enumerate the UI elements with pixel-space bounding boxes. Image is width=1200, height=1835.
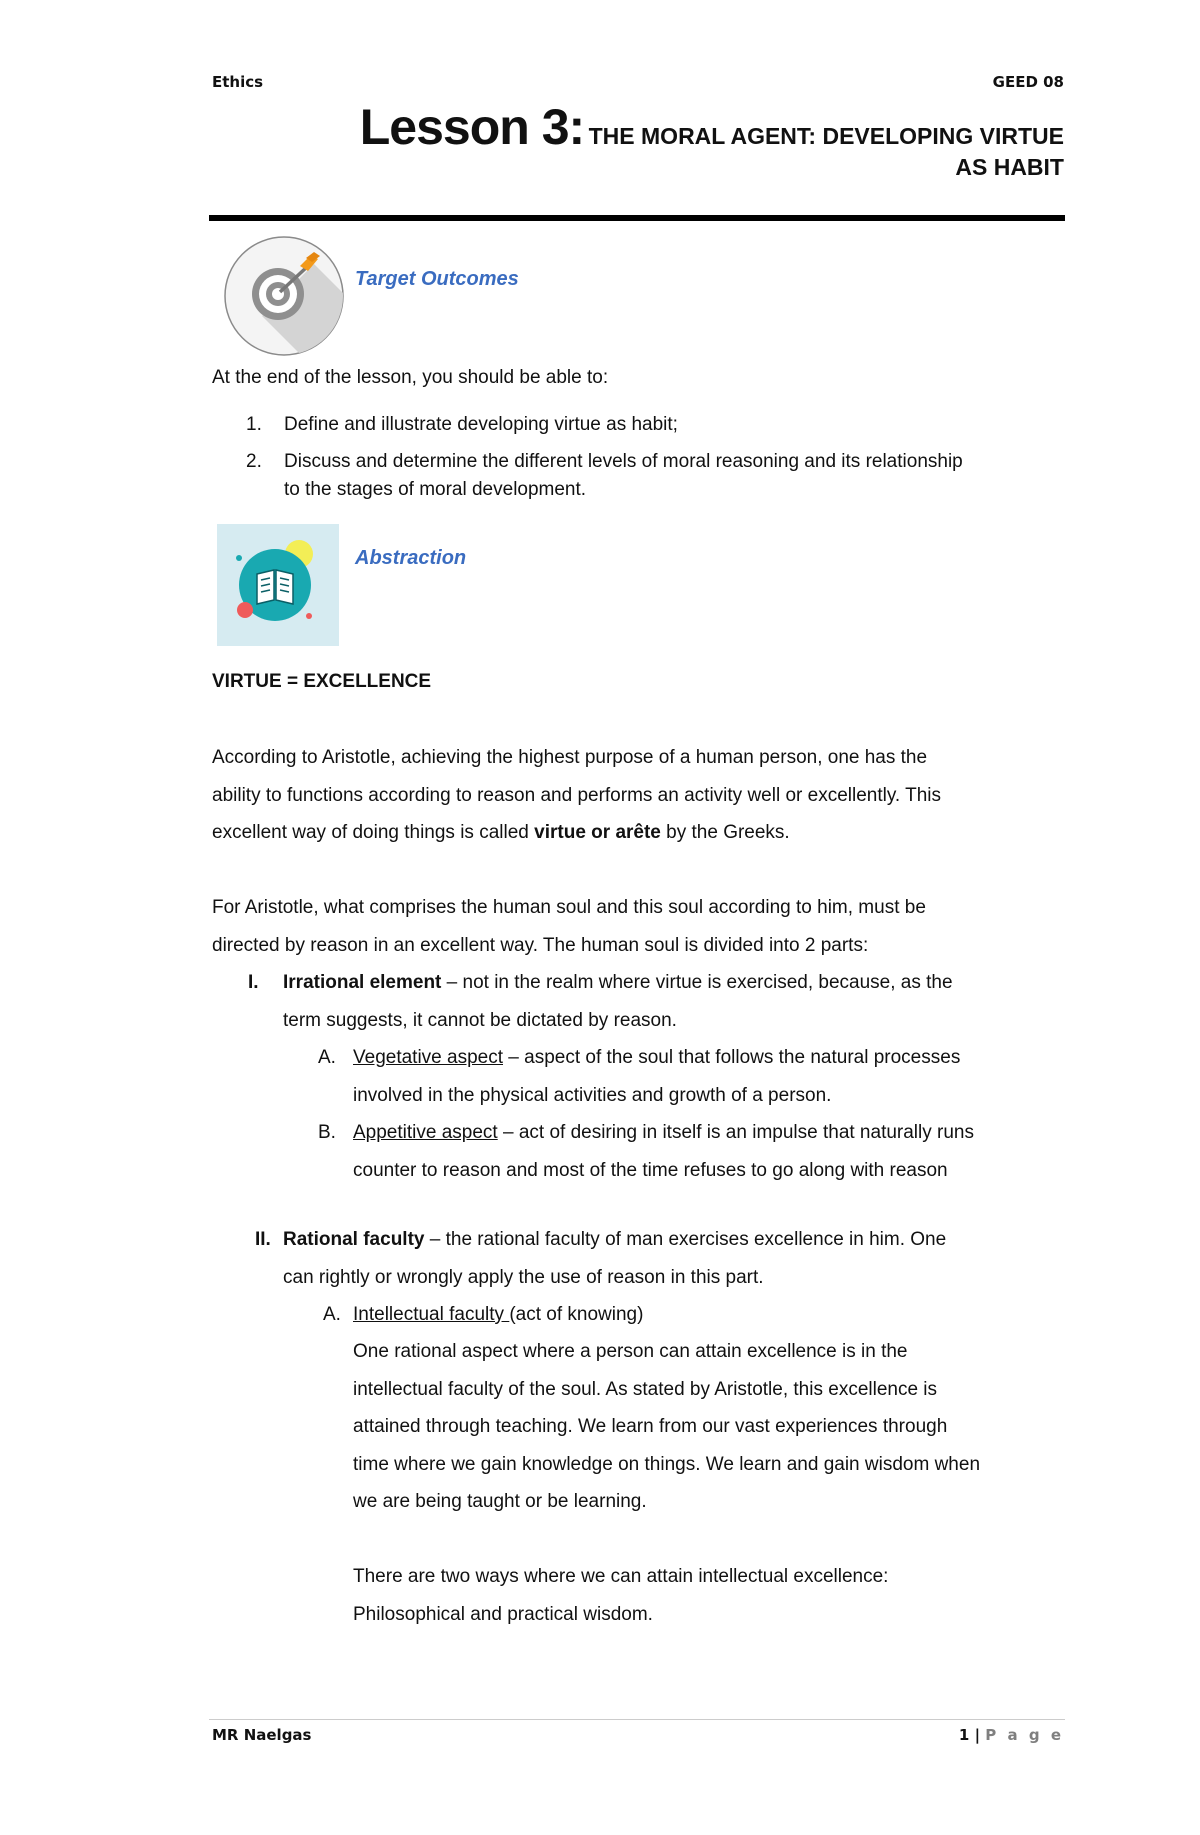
- book-icon: [217, 524, 339, 646]
- title-line2: AS HABIT: [955, 154, 1064, 180]
- part2-num: II.: [255, 1229, 271, 1250]
- part1-subA-line1-rest: – aspect of the soul that follows the natural processes: [503, 1047, 961, 1068]
- ip2-line2: Philosophical and practical wisdom.: [353, 1603, 653, 1625]
- part1-subB-text: [353, 1114, 1064, 1189]
- part1-line1-rest: – not in the realm where virtue is exercised, because, as the: [441, 972, 953, 993]
- page-number: 1: [958, 1726, 970, 1744]
- outcome-item-2-line2: to the stages of moral development.: [284, 479, 587, 500]
- ip1-line4: time where we gain knowledge on things. We learn and gain wisdom when: [353, 1453, 981, 1475]
- page-separator: |: [974, 1726, 981, 1744]
- outcome-item-2-line1: Discuss and determine the different levels of moral reasoning and its relationship: [284, 451, 963, 472]
- outcomes-intro: At the end of the lesson, you should be able to:: [212, 367, 609, 388]
- ip2-line1: There are two ways where we can attain intellectual excellence:: [353, 1566, 889, 1587]
- title-line1: THE MORAL AGENT: DEVELOPING VIRTUE: [588, 123, 1064, 149]
- part2-subA-title-rest: (act of knowing): [509, 1304, 644, 1325]
- page-label: P a g e: [985, 1726, 1064, 1744]
- paragraph-1: [212, 739, 1064, 852]
- part2-subA-num: A.: [323, 1304, 341, 1325]
- part1-line2: term suggests, it cannot be dictated by reason.: [283, 1009, 677, 1031]
- part2-line2: can rightly or wrongly apply the use of reason in this part.: [283, 1266, 764, 1288]
- p1-line1: According to Aristotle, achieving the highest purpose of a human person, one has the: [212, 747, 928, 768]
- vegetative-term: Vegetative aspect: [353, 1047, 503, 1068]
- outcome-item-1: Define and illustrate developing virtue as habit;: [284, 414, 678, 435]
- p1-line3-post: by the Greeks.: [660, 822, 790, 843]
- part2-line1: [283, 1221, 1064, 1259]
- intellectual-term: Intellectual faculty: [353, 1304, 510, 1325]
- part1-subB-num: B.: [318, 1122, 336, 1143]
- title-lesson: Lesson 3:: [359, 99, 585, 155]
- p1-virtue-term: virtue or arête: [534, 822, 661, 843]
- part1-term: Irrational element: [283, 972, 442, 993]
- p1-line3: [212, 814, 1064, 852]
- target-icon: [222, 234, 346, 358]
- target-outcomes-label: Target Outcomes: [355, 268, 519, 290]
- ip1-line3: attained through teaching. We learn from our vast experiences through: [353, 1416, 948, 1437]
- part2-text: [283, 1221, 1064, 1296]
- part1-subA-text: [353, 1039, 1064, 1114]
- intellectual-paragraph-1: [353, 1333, 1064, 1521]
- part2-term: Rational faculty: [283, 1229, 425, 1250]
- ip1-line1: One rational aspect where a person can attain excellence is in the: [353, 1341, 908, 1362]
- page-title: [360, 98, 1064, 156]
- outcome-num-1: 1.: [246, 414, 262, 435]
- paragraph-2: [212, 889, 1064, 964]
- intellectual-paragraph-2: [353, 1558, 1064, 1633]
- part1-subB-line2: counter to reason and most of the time refuses to go along with reason: [353, 1159, 948, 1181]
- footer-author: MR Naelgas: [212, 1726, 312, 1744]
- abstraction-label: Abstraction: [355, 547, 467, 569]
- part1-subA-num: A.: [318, 1047, 336, 1068]
- outcome-num-2: 2.: [246, 451, 262, 472]
- ip1-line2: intellectual faculty of the soul. As stated by Aristotle, this excellence is: [353, 1378, 938, 1400]
- ip1-line5: we are being taught or be learning.: [353, 1491, 647, 1512]
- p1-line3-pre: excellent way of doing things is called: [212, 822, 535, 843]
- p2-line1: For Aristotle, what comprises the human soul and this soul according to him, must be: [212, 897, 926, 918]
- footer-page: [959, 1726, 1064, 1744]
- header-right: GEED 08: [992, 73, 1064, 91]
- p1-line2: ability to functions according to reason and performs an activity well or excellently. This: [212, 784, 942, 806]
- part1-text: [283, 964, 1064, 1039]
- part2-line1-rest: – the rational faculty of man exercises excellence in him. One: [424, 1229, 947, 1250]
- part1-num: I.: [248, 972, 259, 993]
- title-rule: [209, 215, 1065, 221]
- footer-rule: [209, 1719, 1065, 1720]
- part1-subA-line2: involved in the physical activities and growth of a person.: [353, 1084, 832, 1106]
- part1-subA-line1: [353, 1039, 1064, 1077]
- header-left: Ethics: [212, 73, 264, 91]
- part1-subB-line1-rest: – act of desiring in itself is an impulse that naturally runs: [497, 1122, 974, 1143]
- appetitive-term: Appetitive aspect: [353, 1122, 498, 1143]
- p2-line2: directed by reason in an excellent way. The human soul is divided into 2 parts:: [212, 934, 869, 956]
- part1-line1: [283, 964, 1064, 1002]
- part1-subB-line1: [353, 1114, 1064, 1152]
- virtue-heading: VIRTUE = EXCELLENCE: [212, 671, 432, 692]
- part2-subA-title: [353, 1296, 643, 1334]
